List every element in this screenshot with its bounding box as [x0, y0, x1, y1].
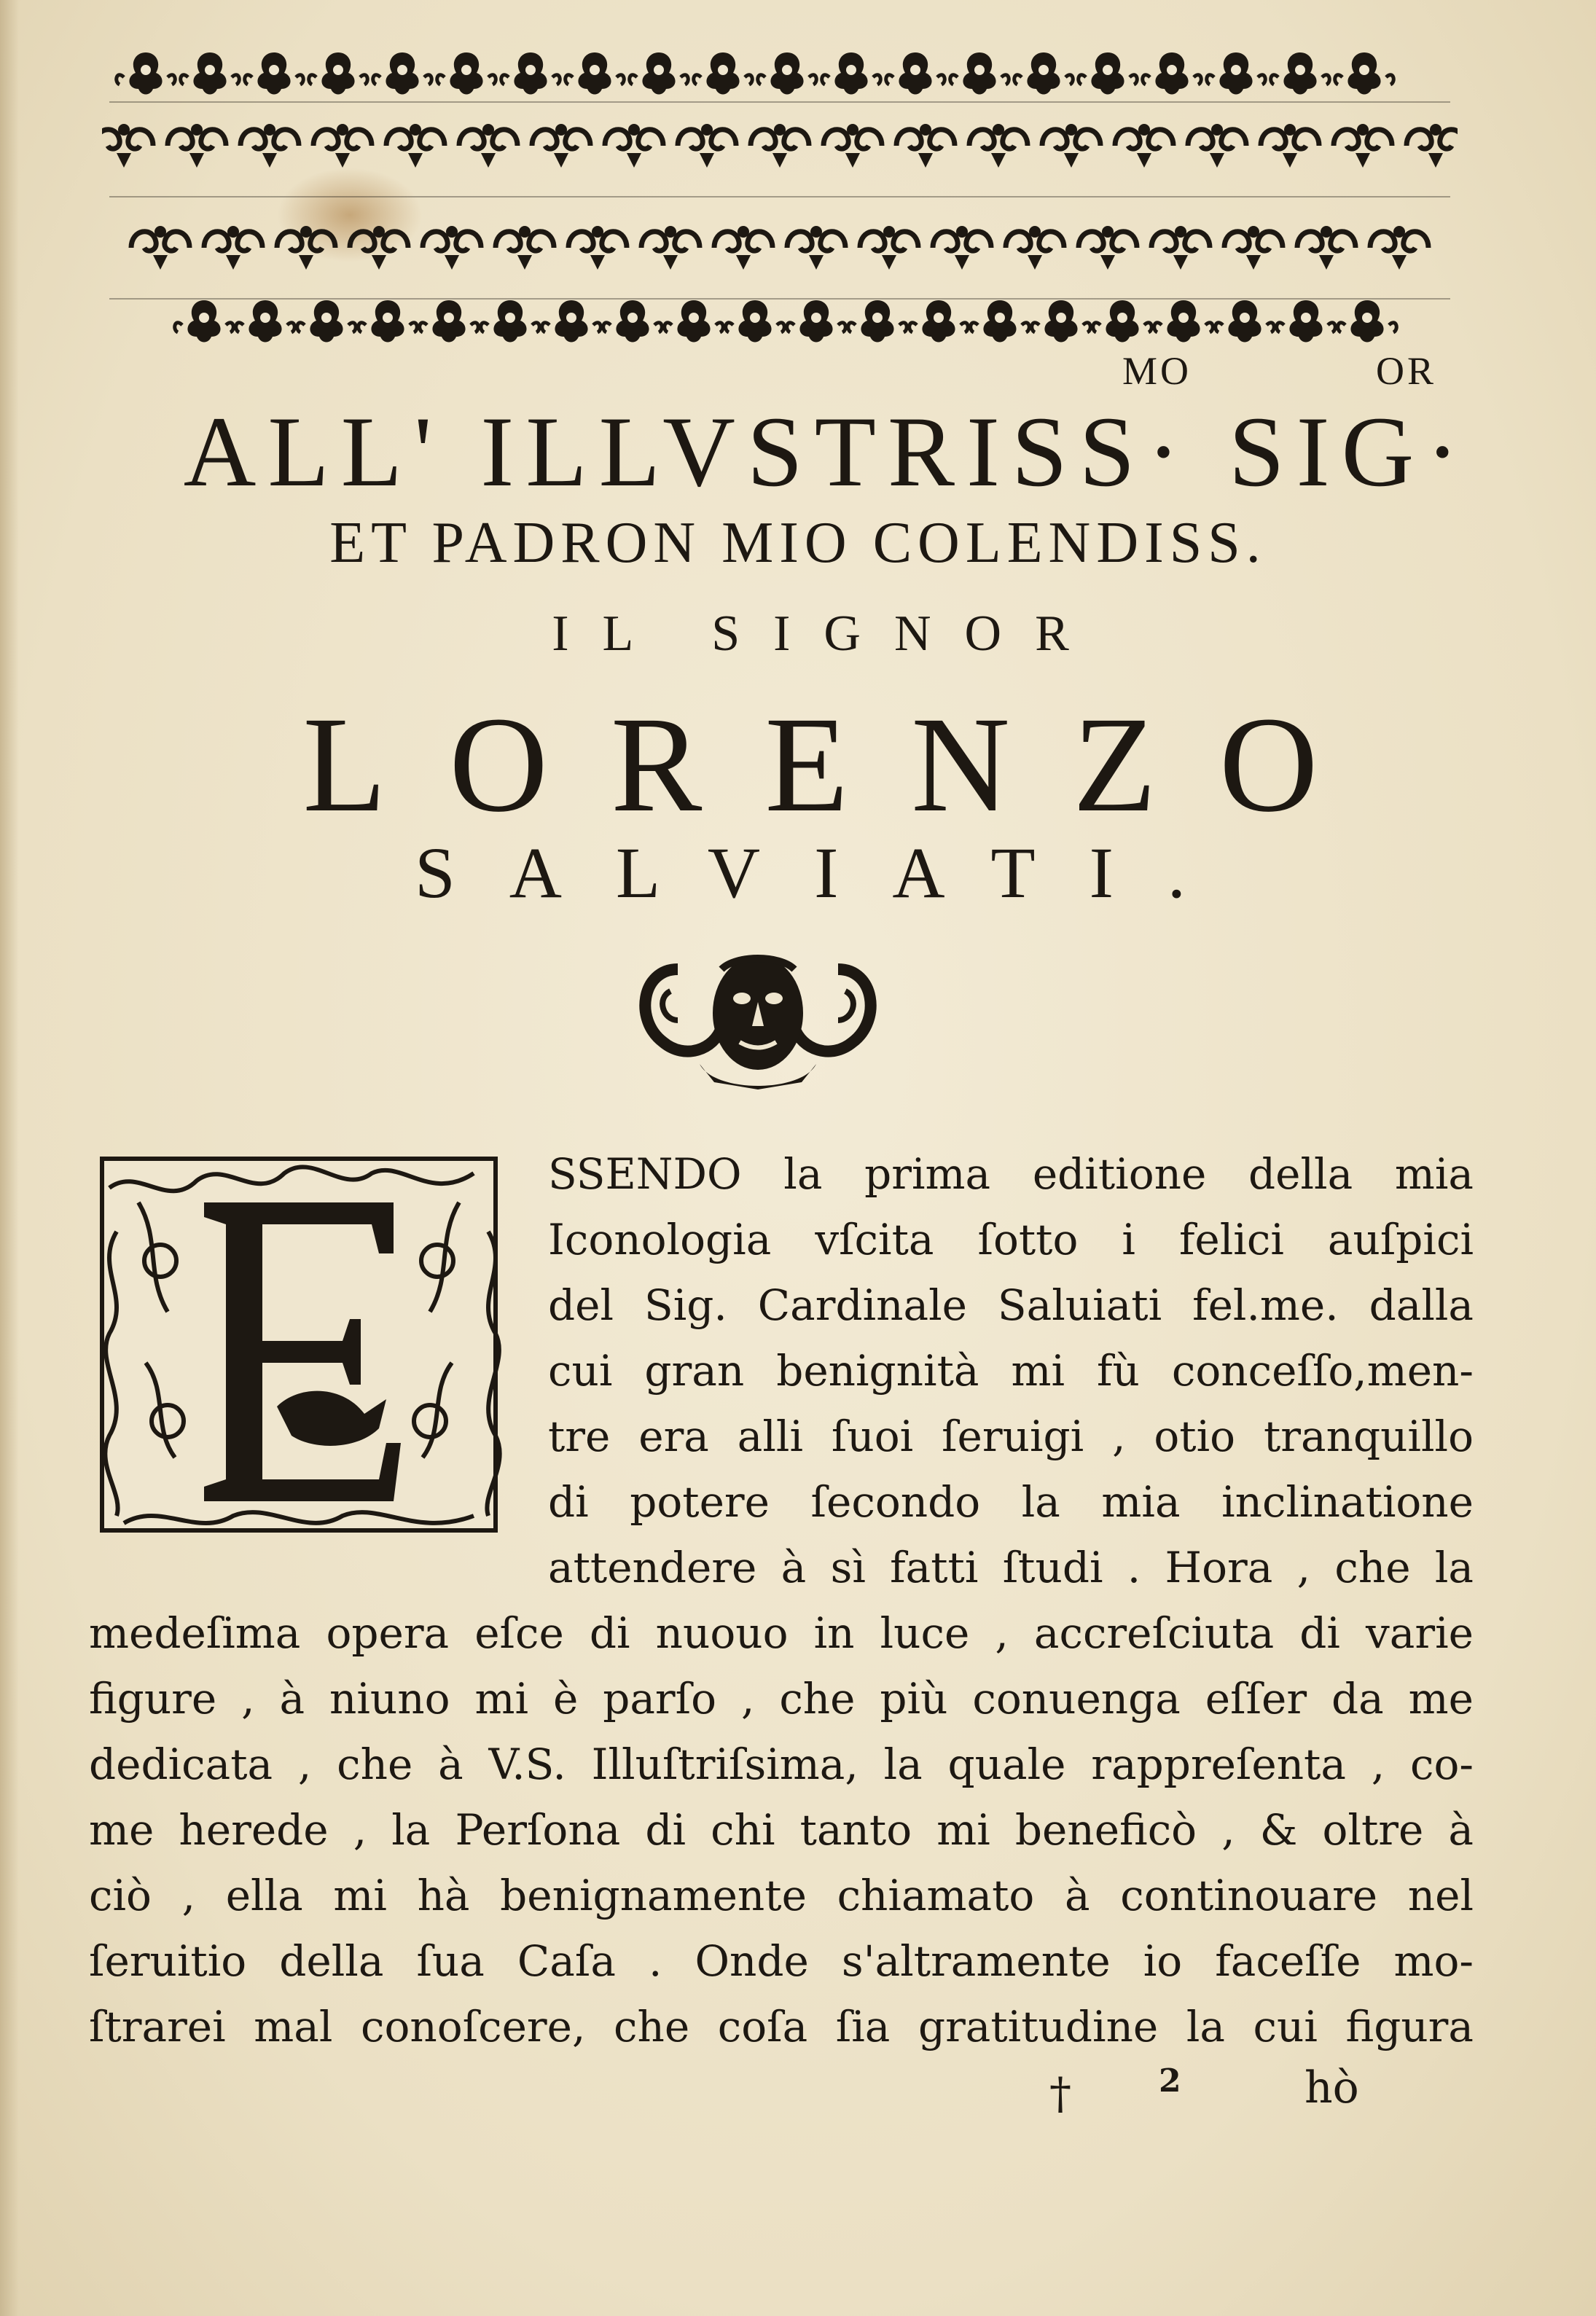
text-line: ſeruitio della ſua Caſa . Onde s'altramente io faceſſe mo-: [89, 1936, 1474, 1986]
decorated-initial: [80, 1144, 510, 1552]
text-line: dedicata , che à V.S. Illuſtriſsima, la quale rappreſenta , co-: [89, 1740, 1474, 1789]
text-line: SSENDO la prima editione della mia: [548, 1149, 1474, 1199]
signature-mark: †: [1049, 2068, 1071, 2119]
dedication-line-2: ET PADRON MIO COLENDISS.: [329, 511, 1267, 575]
dedication-line-1: ALL' ILLVSTRISS· SIG·: [183, 396, 1471, 507]
text-line: attendere à sì fatti ſtudi . Hora , che la: [548, 1543, 1474, 1592]
text-line: me herede , la Perſona di chi tanto mi beneficò , & oltre à: [89, 1805, 1474, 1855]
text-line: Iconologia vſcita ſotto i felici auſpici: [548, 1215, 1474, 1264]
headpiece-ornament: [102, 29, 1458, 350]
superscript-mo: MO: [1122, 349, 1192, 393]
signature-number: 2: [1159, 2062, 1181, 2100]
page-edge-shadow: [0, 0, 19, 2316]
paragraph-full: [89, 1600, 1474, 2059]
text-line: del Sig. Cardinale Saluiati fel.me. dalla: [548, 1280, 1474, 1330]
catchword: hò: [1304, 2062, 1359, 2113]
text-line: ſtrarei mal conoſcere, che coſa ſia gratitudine la cui figura: [89, 2002, 1474, 2051]
text-line: di potere ſecondo la mia inclinatione: [548, 1477, 1474, 1527]
paragraph-indented: [548, 1141, 1474, 1600]
dedicatee-surname: SALVIATI.: [415, 832, 1240, 913]
dedication-line-3: IL SIGNOR: [552, 606, 1103, 662]
grotesque-mask-ornament: [627, 940, 889, 1100]
dedicatee-name: LORENZO: [302, 688, 1381, 840]
text-line: cui gran benignità mi fù conceſſo,men-: [548, 1346, 1474, 1396]
text-line: figure , à niuno mi è parſo , che più conuenga eſſer da me: [89, 1674, 1474, 1724]
text-line: medeſima opera eſce di nuouo in luce , accreſciuta di varie: [89, 1608, 1474, 1658]
superscript-or: OR: [1376, 349, 1437, 393]
text-line: ciò , ella mi hà benignamente chiamato à continouare nel: [89, 1871, 1474, 1920]
text-line: tre era alli ſuoi ſeruigi , otio tranquillo: [548, 1412, 1474, 1461]
